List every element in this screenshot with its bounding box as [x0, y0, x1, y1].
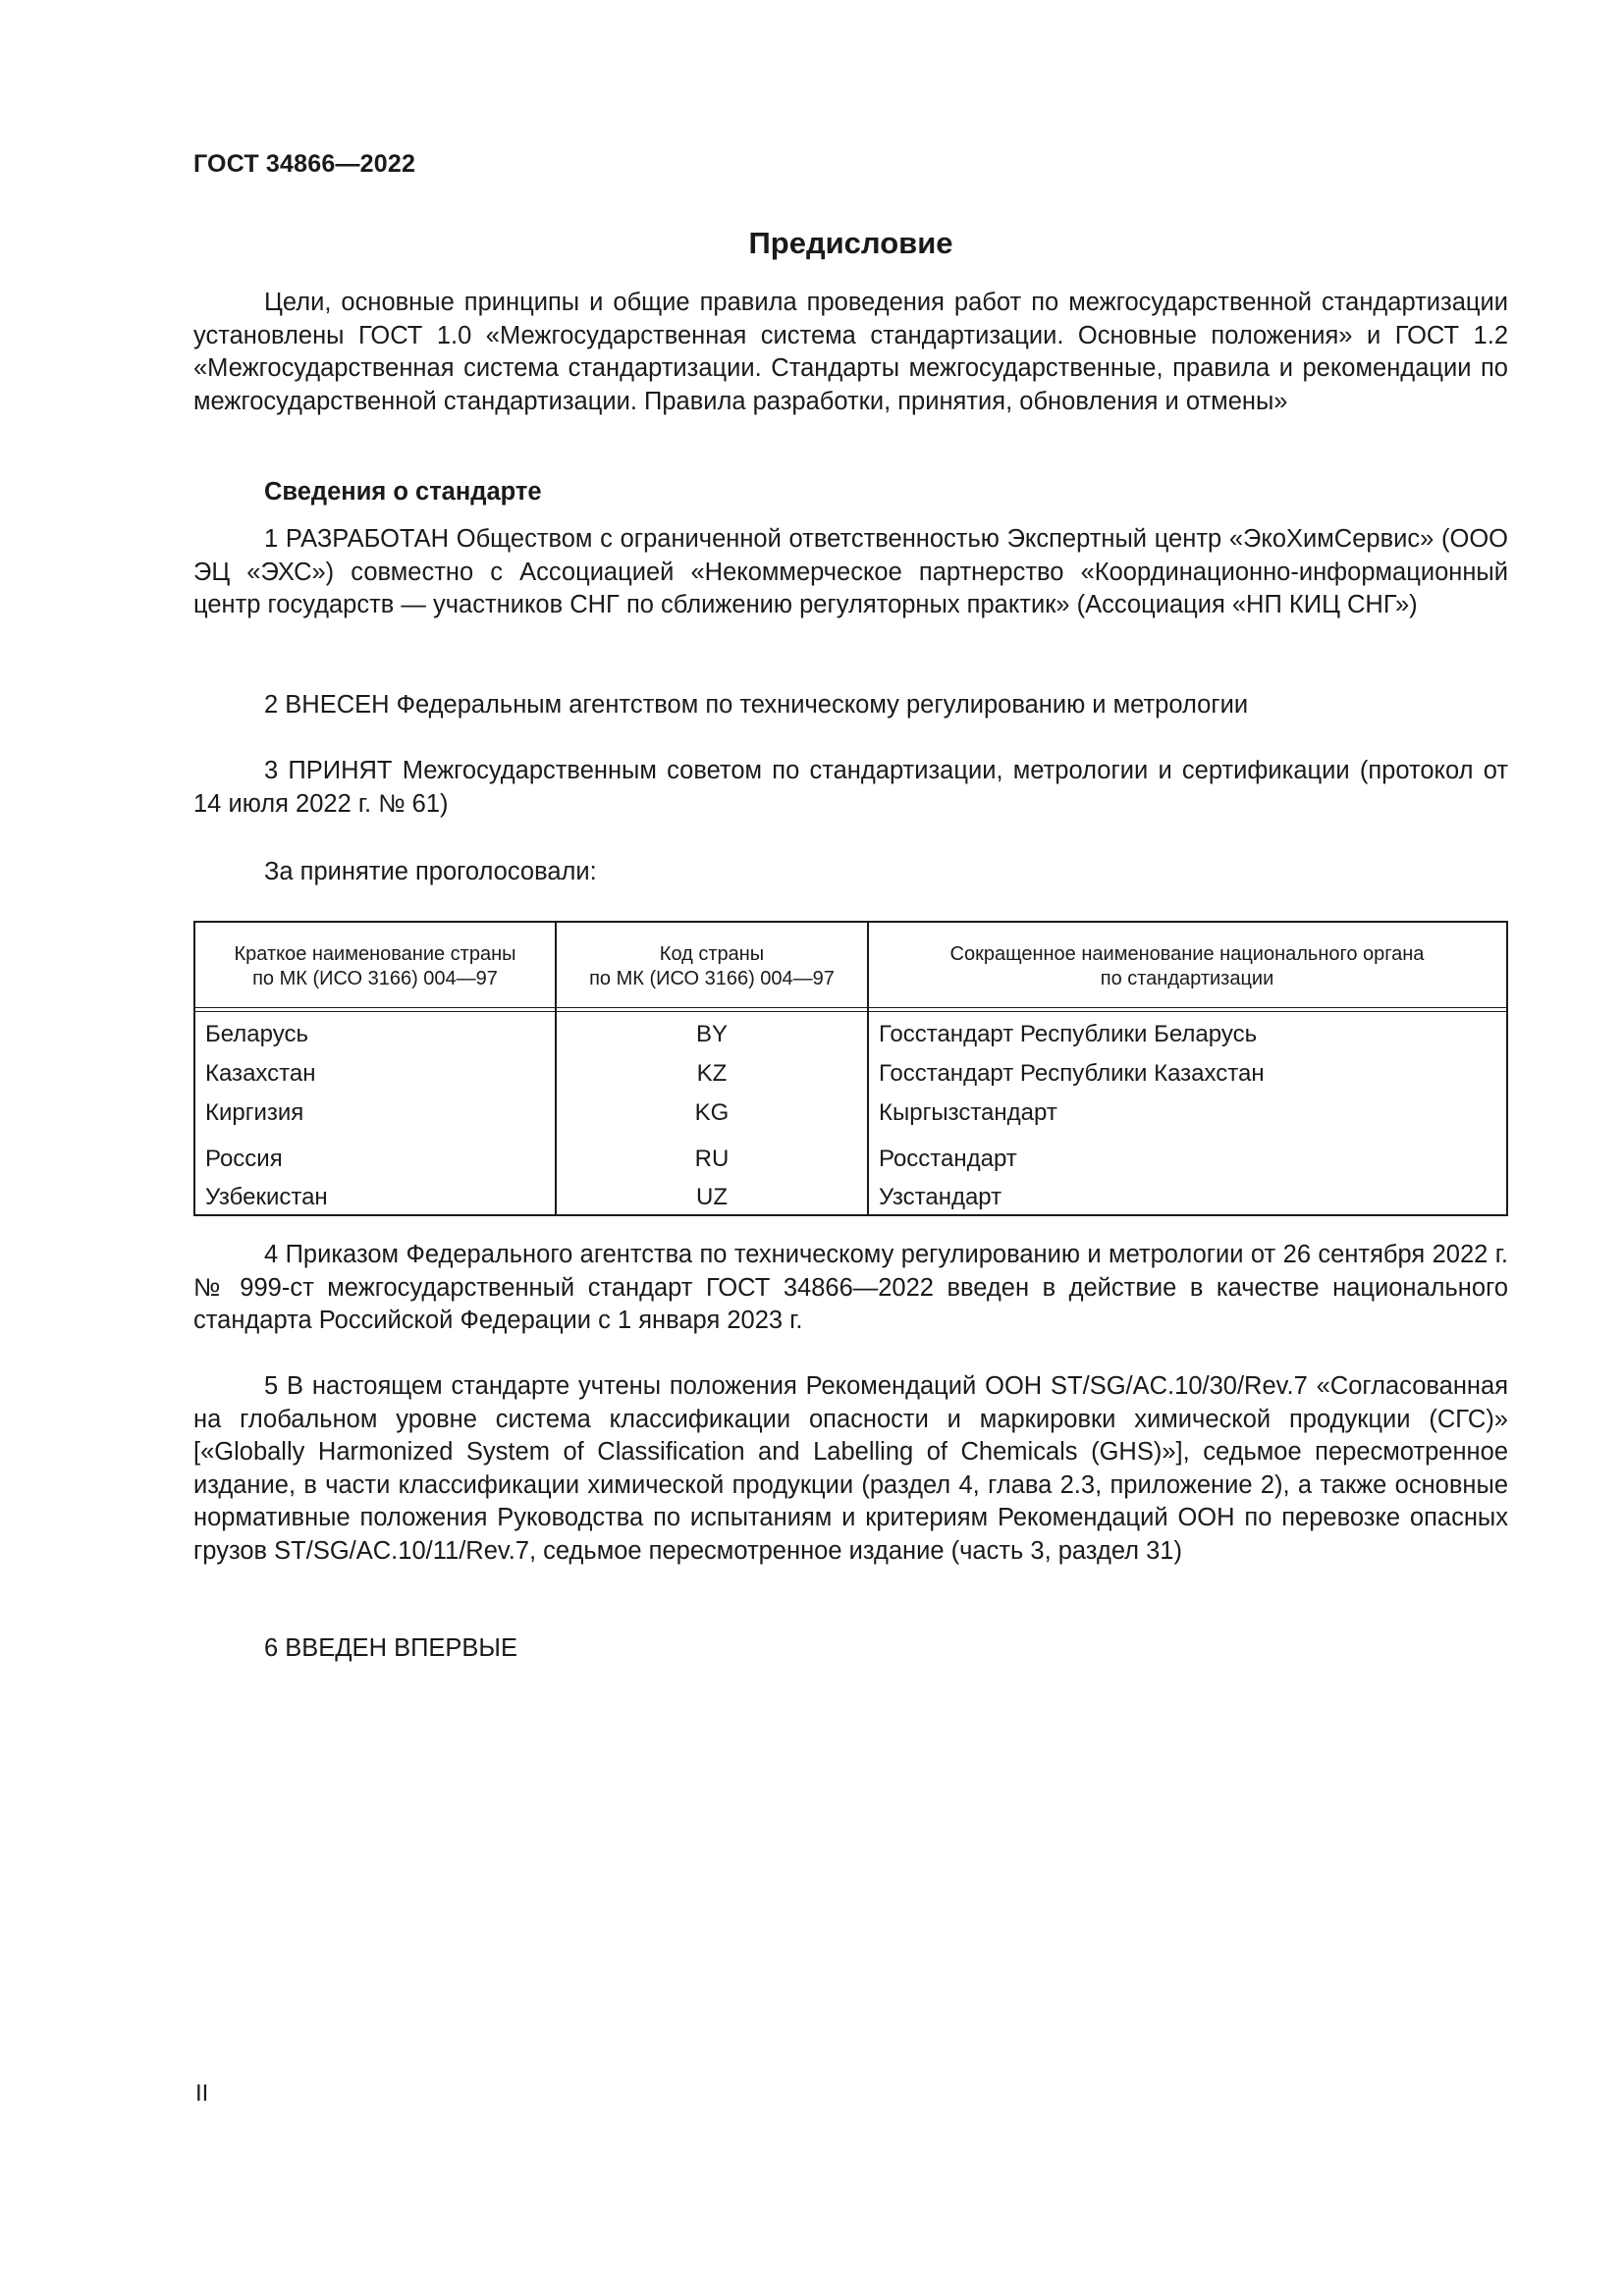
page-number: II [195, 2080, 209, 2107]
header-code: Код страны по МК (ИСО 3166) 004—97 [589, 943, 835, 989]
info-heading: Сведения о стандарте [264, 478, 542, 506]
cell-body: Госстандарт Республики Казахстан [879, 1060, 1265, 1087]
cell-code: KG [694, 1099, 730, 1126]
cell-code: UZ [696, 1184, 728, 1210]
voting-table [193, 921, 1508, 1216]
intro-paragraph: Цели, основные принципы и общие правила проведения работ по межгосударственной стандартизации установлены ГОСТ 1.0 «Межгосударственная система стандартизации. Основные положения» и ГОСТ 1.2 «Межгосударственная система стандартизации. Стандарты межгосударственные, правила и рекомендации по межгосударственной стандартизации. Правила разработки, принятия, обновления и отмены» [193, 289, 1508, 415]
cell-country: Казахстан [205, 1060, 316, 1087]
cell-body: Узстандарт [879, 1184, 1002, 1210]
header-country: Краткое наименование страны по МК (ИСО 3166) 004—97 [234, 943, 516, 989]
item-adopted: 3 ПРИНЯТ Межгосударственным советом по стандартизации, метрологии и сертификации (протокол от 14 июля 2022 г. № 61) [193, 757, 1508, 818]
cell-code: KZ [696, 1060, 728, 1087]
item-first: 6 ВВЕДЕН ВПЕРВЫЕ [264, 1634, 518, 1662]
document-code: ГОСТ 34866—2022 [193, 150, 416, 178]
votes-intro: За принятие проголосовали: [264, 858, 597, 885]
table-header-divider [195, 1007, 1506, 1012]
cell-country: Беларусь [205, 1021, 308, 1047]
page-title: Предисловие [748, 226, 953, 260]
item-developed: 1 РАЗРАБОТАН Обществом с ограниченной ответственностью Экспертный центр «ЭкоХимСервис» (ООО ЭЦ «ЭХС») совместно с Ассоциацией «Некоммерческое партнерство «Координационно-информационный центр государств — участников СНГ по сближению регуляторных практик» (Ассоциация «НП КИЦ СНГ») [193, 525, 1508, 618]
header-body: Сокращенное наименование национального органа по стандартизации [949, 943, 1425, 989]
item-considered: 5 В настоящем стандарте учтены положения Рекомендаций ООН ST/SG/AC.10/30/Rev.7 «Согласованная на глобальном уровне система классификации опасности и маркировки химической продукции (СГС)» [«Globally Harmonized System of Classification and Labelling of Chemicals (GHS)»], седьмое пересмотренное издание, в части классификации химической продукции (раздел 4, глава 2.3, приложение 2), а также основные нормативные положения Руководства по испытаниям и критериям Рекомендаций ООН по перевозке опасных грузов ST/SG/AC.10/11/Rev.7, седьмое пересмотренное издание (часть 3, раздел 31) [193, 1372, 1508, 1565]
cell-country: Россия [205, 1146, 283, 1172]
item-introduced: 2 ВНЕСЕН Федеральным агентством по техническому регулированию и метрологии [264, 691, 1249, 719]
cell-country: Киргизия [205, 1099, 304, 1126]
cell-body: Росстандарт [879, 1146, 1017, 1172]
cell-body: Кыргызстандарт [879, 1099, 1057, 1126]
cell-body: Госстандарт Республики Беларусь [879, 1021, 1258, 1047]
item-order: 4 Приказом Федерального агентства по техническому регулированию и метрологии от 26 сентября 2022 г. № 999-ст межгосударственный стандарт ГОСТ 34866—2022 введен в действие в качестве национального стандарта Российской Федерации с 1 января 2023 г. [193, 1241, 1508, 1334]
cell-code: RU [694, 1146, 730, 1172]
cell-code: BY [695, 1021, 728, 1047]
cell-country: Узбекистан [205, 1184, 328, 1210]
